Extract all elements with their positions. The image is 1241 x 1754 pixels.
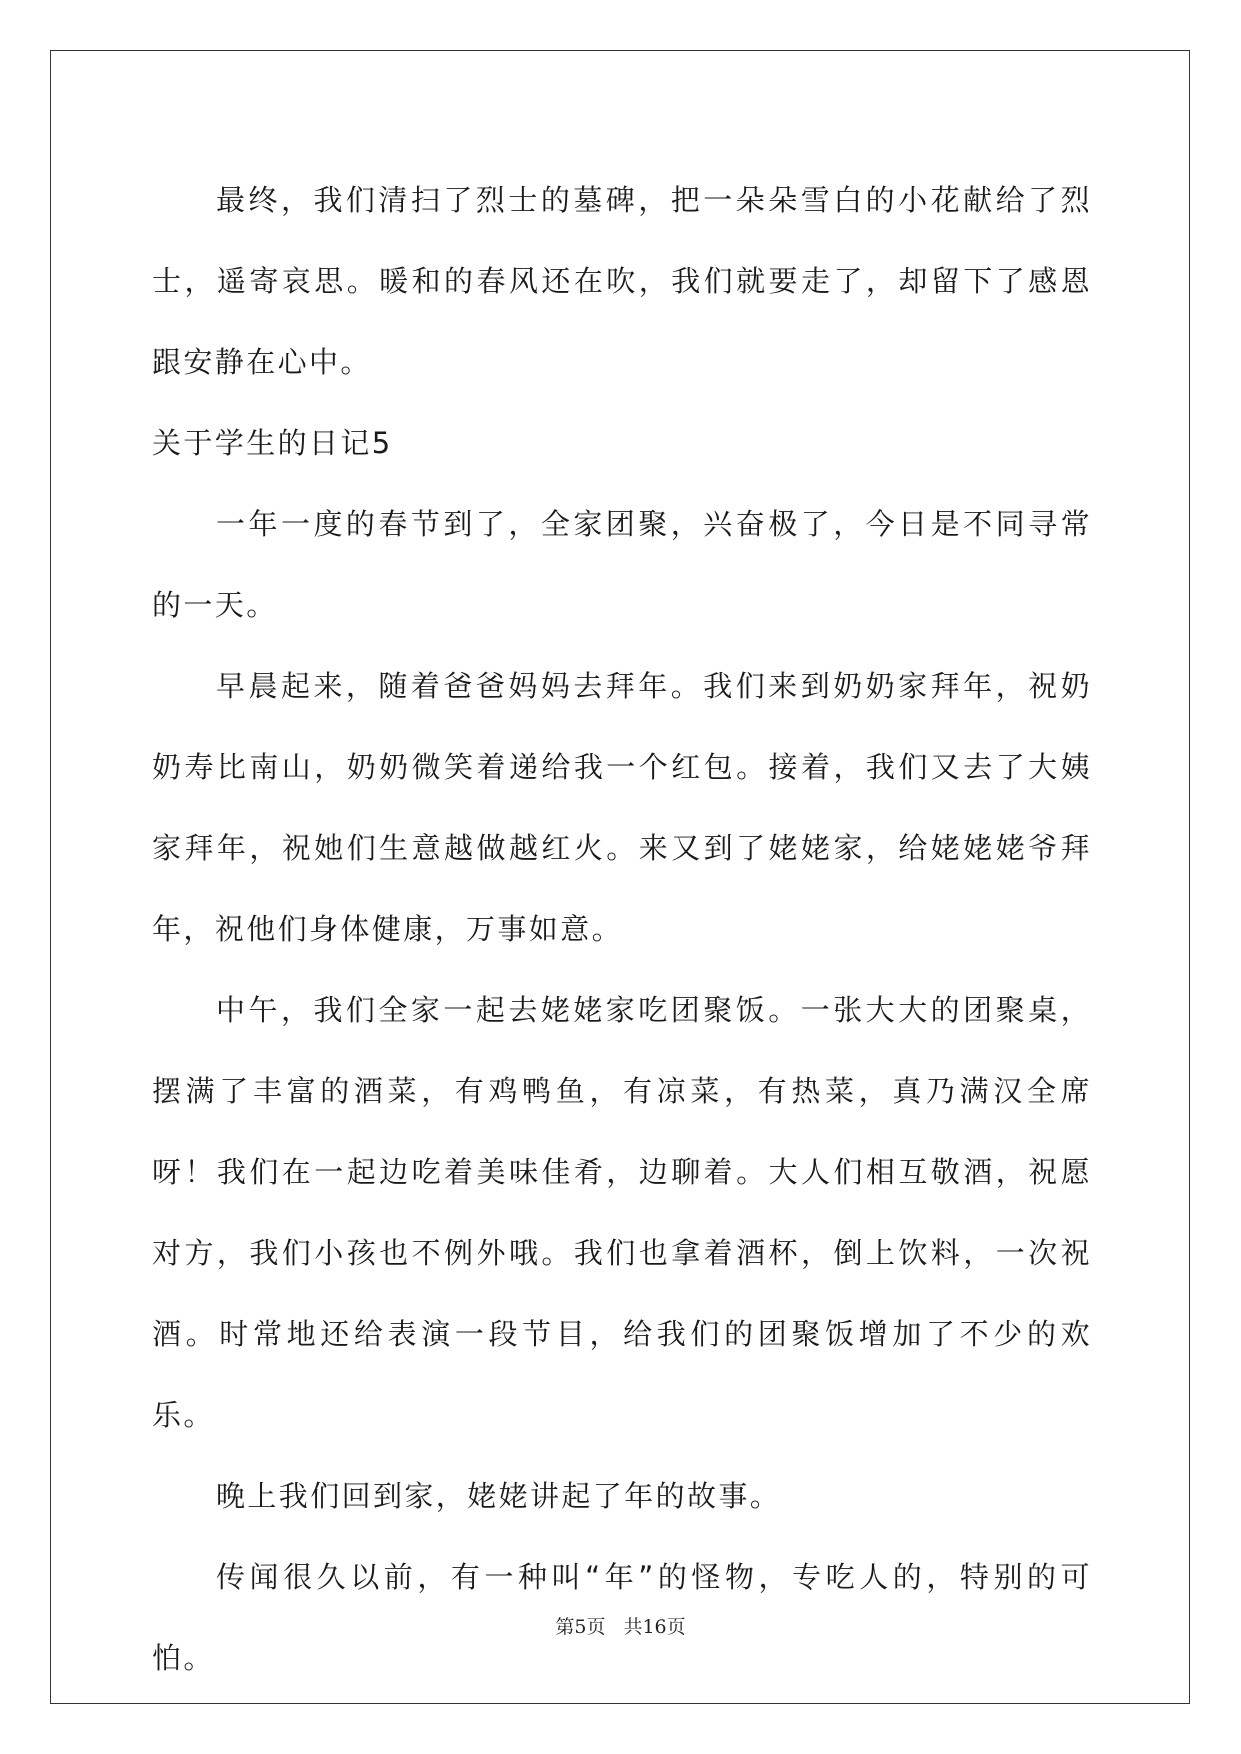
page-footer bbox=[0, 1612, 1241, 1639]
paragraph-morning: 早晨起来，随着爸爸妈妈去拜年。我们来到奶奶家拜年，祝奶奶寿比南山，奶奶微笑着递给我一个红包。接着，我们又去了大姨家拜年，祝她们生意越做越红火。来又到了姥姥家，给姥姥姥爷拜年，祝他们身体健康，万事如意。 bbox=[152, 669, 1092, 946]
page-number: 第5页 bbox=[555, 1616, 606, 1638]
paragraph-legend: 传闻很久以前，有一种叫“年”的怪物，专吃人的，特别的可怕。 bbox=[152, 1560, 1092, 1675]
page-total: 共16页 bbox=[623, 1616, 686, 1638]
paragraph-evening: 晚上我们回到家，姥姥讲起了年的故事。 bbox=[216, 1479, 782, 1513]
document-body bbox=[152, 160, 1092, 1699]
paragraph-noon: 中午，我们全家一起去姥姥家吃团聚饭。一张大大的团聚桌，摆满了丰富的酒菜，有鸡鸭鱼，有凉菜，有热菜，真乃满汉全席呀！我们在一起边吃着美味佳肴，边聊着。大人们相互敬酒，祝愿对方，我们小孩也不例外哦。我们也拿着酒杯，倒上饮料，一次祝酒。时常地还给表演一段节目，给我们的团聚饭增加了不少的欢乐。 bbox=[152, 993, 1092, 1432]
paragraph-closing: 最终，我们清扫了烈士的墓碑，把一朵朵雪白的小花献给了烈士，遥寄哀思。暖和的春风还在吹，我们就要走了，却留下了感恩跟安静在心中。 bbox=[152, 183, 1092, 379]
paragraph-intro: 一年一度的春节到了，全家团聚，兴奋极了，今日是不同寻常的一天。 bbox=[152, 507, 1092, 622]
section-heading: 关于学生的日记5 bbox=[152, 426, 393, 460]
